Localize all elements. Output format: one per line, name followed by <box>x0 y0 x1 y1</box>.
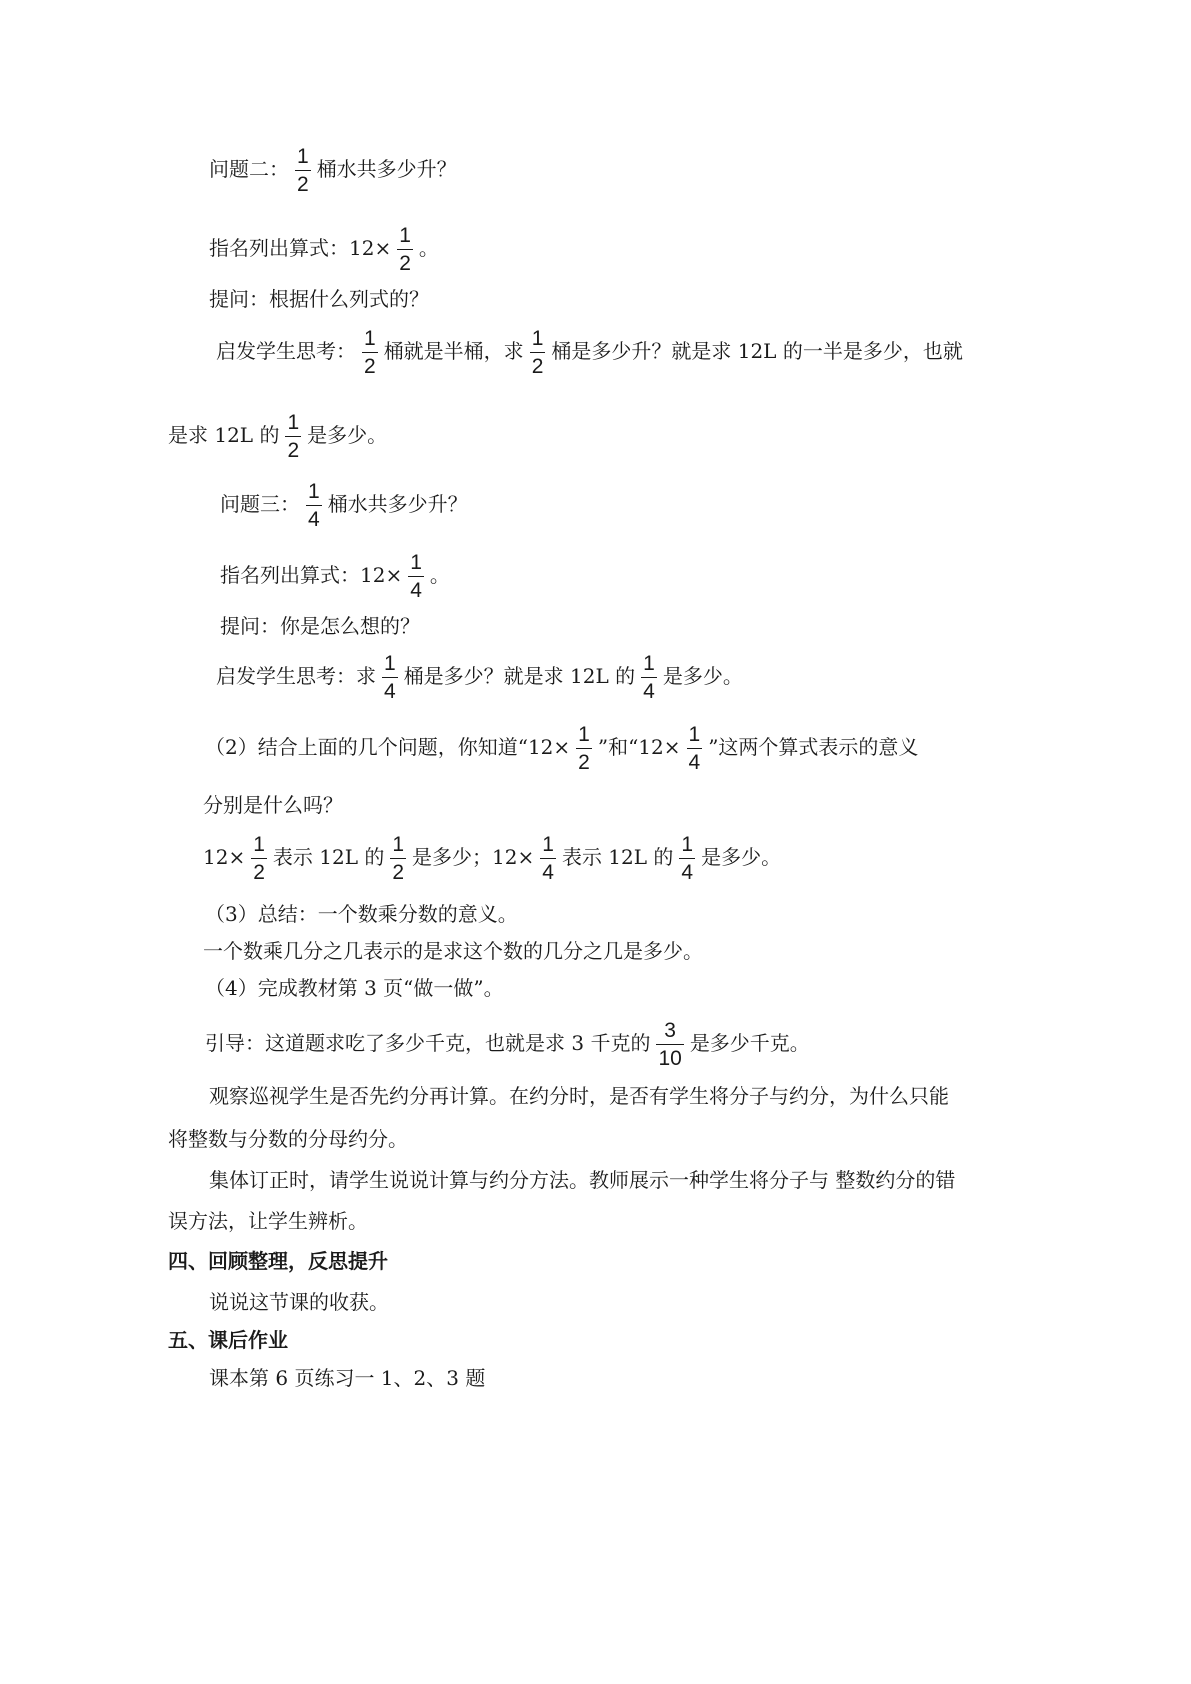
section4-body: 说说这节课的收获。 <box>209 1290 389 1314</box>
q2-think-line2: 是求 12L 的 $\frac{1}{2}$ 是多少。 <box>168 411 388 462</box>
section5-body: 课本第 6 页练习一 1、2、3 题 <box>209 1366 486 1390</box>
fraction: $\frac{1}{4}$ <box>643 652 655 703</box>
fraction: $\frac{1}{4}$ <box>410 551 422 602</box>
fraction: $\frac{1}{2}$ <box>399 224 411 275</box>
fraction: $\frac{1}{2}$ <box>578 723 590 774</box>
p2-answer: 12× $\frac{1}{2}$ 表示 12L 的 $\frac{1}{2}$ 是多少；12× $\frac{1}{4}$ 表示 12L 的 $\frac{1}{4}$ 是多少。 <box>203 833 782 884</box>
fraction: $\frac{1}{4}$ <box>308 480 320 531</box>
q3-ask: 提问：你是怎么想的？ <box>220 614 420 638</box>
fraction: $\frac{1}{2}$ <box>392 833 405 884</box>
q3-line: 问题三： $\frac{1}{4}$ 桶水共多少升？ <box>220 480 468 531</box>
correct-line1: 集体订正时，请学生说说计算与约分方法。教师展示一种学生将分子与 整数约分的错 <box>209 1168 956 1192</box>
q2-line <box>209 146 457 195</box>
p4-title: （4）完成教材第 3 页“做一做”。 <box>205 976 504 1000</box>
correct-line2: 误方法，让学生辨析。 <box>168 1209 368 1233</box>
q2-think-line1: 启发学生思考： $\frac{1}{2}$ 桶就是半桶，求 $\frac{1}{2}$ 桶是多少升？就是求 12L 的一半是多少，也就 <box>216 327 963 378</box>
q3-think-line: 启发学生思考：求 $\frac{1}{4}$ 桶是多少？就是求 12L 的 $\frac{1}{4}$ 是多少。 <box>216 652 743 703</box>
fraction: $\frac{1}{4}$ <box>681 833 694 884</box>
section5-heading: 五、课后作业 <box>168 1328 288 1352</box>
fraction: $\frac{1}{4}$ <box>384 652 396 703</box>
fraction: $\frac{3}{10}$ <box>658 1019 682 1070</box>
fraction: $\frac{1}{2}$ <box>297 145 309 196</box>
q2-formula-line: 指名列出算式：12× $\frac{1}{2}$ 。 <box>209 224 439 275</box>
q2-title: 问题二： <box>209 157 289 181</box>
p4-guide: 引导：这道题求吃了多少千克，也就是求 3 千克的 $\frac{3}{10}$ 是多少千克。 <box>205 1019 810 1070</box>
p2-line2: 分别是什么吗？ <box>203 793 343 817</box>
observe-line1: 观察巡视学生是否先约分再计算。在约分时，是否有学生将分子与约分，为什么只能 <box>209 1084 949 1108</box>
q3-formula-line: 指名列出算式：12× $\frac{1}{4}$ 。 <box>220 551 450 602</box>
fraction: $\frac{1}{2}$ <box>253 833 265 884</box>
fraction: $\frac{1}{2}$ <box>531 327 544 378</box>
p3-title: （3）总结：一个数乘分数的意义。 <box>205 902 518 926</box>
p3-body: 一个数乘几分之几表示的是求这个数的几分之几是多少。 <box>203 939 703 963</box>
fraction: $\frac{1}{4}$ <box>542 833 554 884</box>
section4-heading: 四、回顾整理，反思提升 <box>168 1249 388 1273</box>
fraction: $\frac{1}{4}$ <box>688 723 701 774</box>
q2-after: 桶水共多少升？ <box>316 157 457 181</box>
observe-line2: 将整数与分数的分母约分。 <box>168 1127 408 1151</box>
p2-line1: （2）结合上面的几个问题，你知道“12× $\frac{1}{2}$ ”和“12× $\frac{1}{4}$ ”这两个算式表示的意义 <box>205 723 919 774</box>
q2-ask: 提问：根据什么列式的？ <box>209 287 429 311</box>
fraction: $\frac{1}{2}$ <box>287 411 300 462</box>
fraction: $\frac{1}{2}$ <box>364 327 376 378</box>
